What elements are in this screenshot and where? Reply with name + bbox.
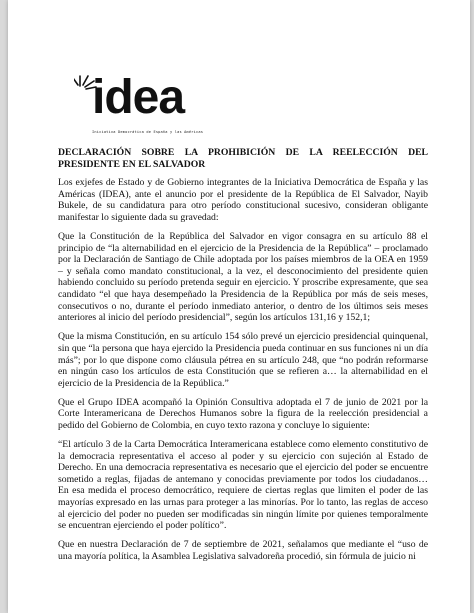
paragraph: “El artículo 3 de la Carta Democrática Interamericana establece como elemento constitutivo de la democracia representativa el acceso al poder y su ejercicio con sujeción al Estado de Derecho. En una democracia representativa es necesario que el ejercicio del poder se encuentre sometido a reglas, fijadas de antemano y conocidas previamente por todos los ciudadanos… En esa medida el proceso democrático, requiere de ciertas reglas que limiten el poder de las mayorías expresado en las urnas para proteger a las minorías. Por lo tanto, las reglas de acceso al ejercicio del poder no pueden ser modificadas sin ningún límite por quienes temporalmente se encuentran ejerciendo el poder político”. (58, 439, 428, 532)
paragraph: Los exjefes de Estado y de Gobierno integrantes de la Iniciativa Democrática de España y las Américas (IDEA), ante el anuncio por el presidente de la República de El Salvador, Nayib Bukele, de su candidatura para otro período constitucional sucesivo, consideran obligante manifestar lo siguiente dada su gravedad: (58, 177, 428, 223)
document-body (58, 147, 428, 570)
paragraph: Que la misma Constitución, en su artículo 154 sólo prevé un ejercicio presidencial quinquenal, sin que “la persona que haya ejercido la Presidencia pueda continuar en sus funciones ni un día más”; por lo que dispone como cláusula pétrea en su artículo 248, que “no podrán reformarse en ningún caso los artículos de esta Constitución que se refieren a… la alternabilidad en el ejercicio de la Presidencia de la República.” (58, 331, 428, 389)
paragraph: Que en nuestra Declaración de 7 de septiembre de 2021, señalamos que mediante el “uso de una mayoría política, la Asamblea Legislativa salvadoreña procedió, sin fórmula de juicio ni (58, 539, 428, 562)
logo-wordmark: idea (92, 71, 185, 124)
paragraph: Que la Constitución de la República del Salvador en vigor consagra en su artículo 88 el principio de “la alternabilidad en el ejercicio de la Presidencia de la República” – proclamado por la Declaración de Santiago de Chile adoptada por los países miembros de la OEA en 1959 – y señala como mandato constitucional, a la vez, el desconocimiento del presidente quien habiendo concluido su período pretenda seguir en ejercicio. Y proscribe expresamente, que sea candidato “el que haya desempeñado la Presidencia de la República por más de seis meses, consecutivos o no, durante el período inmediato anterior, o dentro de los últimos seis meses anteriores al inicio del período presidencial”, según los artículos 131,16 y 152,1; (58, 231, 428, 324)
document-title: DECLARACIÓN SOBRE LA PROHIBICIÓN DE LA REELECCIÓN DEL PRESIDENTE EN EL SALVADOR (58, 147, 428, 170)
paragraph: Que el Grupo IDEA acompañó la Opinión Consultiva adoptada el 7 de junio de 2021 por la Corte Interamericana de Derechos Humanos sobre la figura de la reelección presidencial a pedido del Gobierno de Colombia, en cuyo texto razona y concluye lo siguiente: (58, 396, 428, 431)
document-page (8, 0, 470, 613)
idea-logo (74, 60, 244, 140)
logo-tagline: Iniciativa Democrática de España y las Américas (92, 130, 204, 134)
